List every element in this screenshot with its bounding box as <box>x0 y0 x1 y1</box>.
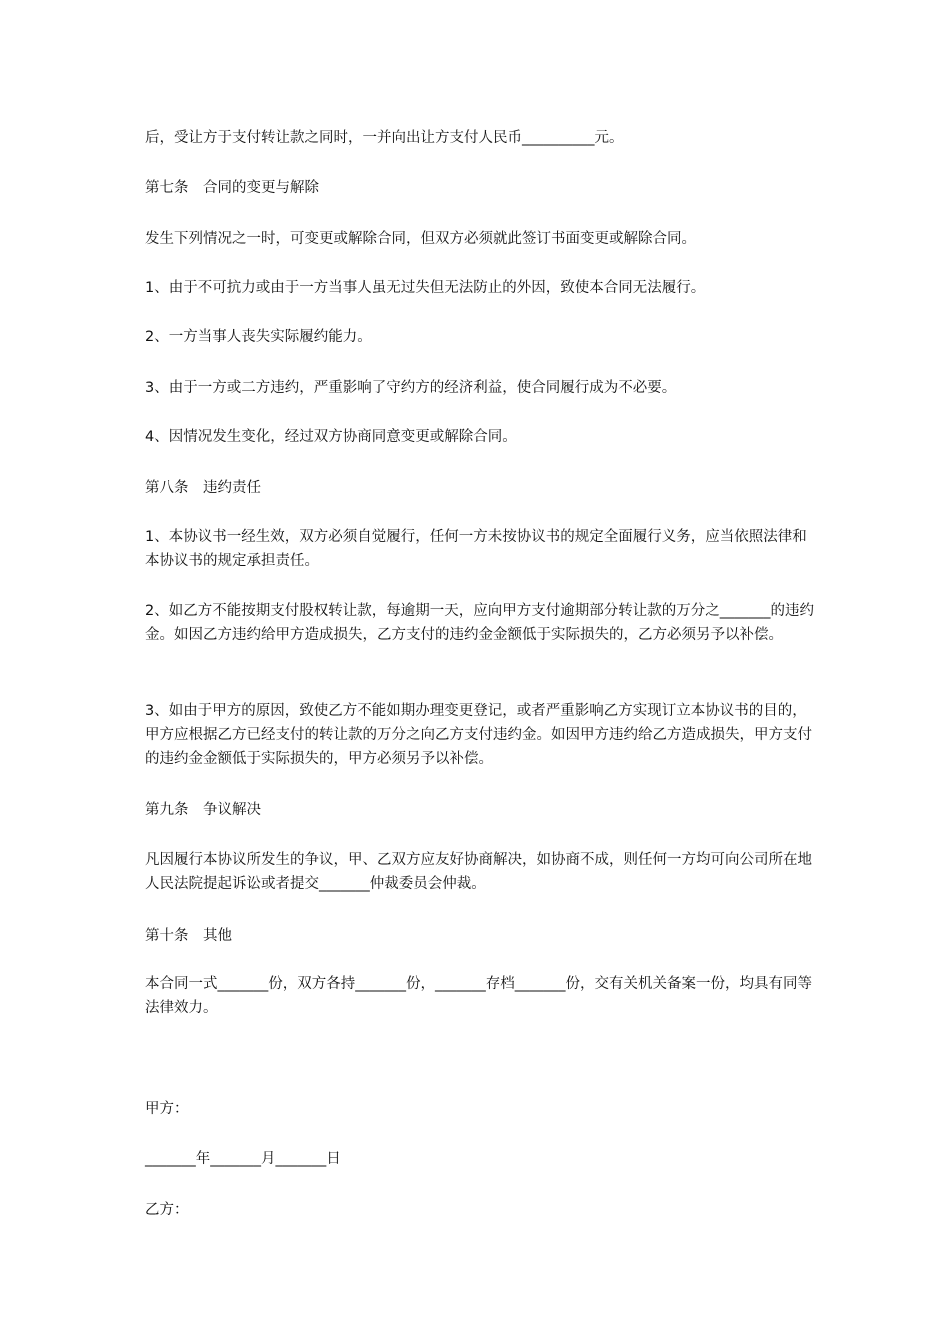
article-8-item-3: 3、如由于甲方的原因，致使乙方不能如期办理变更登记，或者严重影响乙方实现订立本协议书的目的，甲方应根据乙方已经支付的转让款的万分之向乙方支付违约金。如因甲方违约给乙方造成损失，甲方支付的违约金金额低于实际损失的，甲方必须另予以补偿。 <box>145 703 812 767</box>
article-9-heading: 第九条 争议解决 <box>145 802 261 818</box>
article-7-item-2: 2、一方当事人丧失实际履约能力。 <box>145 329 372 345</box>
article-7-item-4: 4、因情况发生变化，经过双方协商同意变更或解除合同。 <box>145 429 517 445</box>
article-10-heading: 第十条 其他 <box>145 928 232 944</box>
signature-date-line: _______年_______月_______日 <box>145 1151 341 1167</box>
article-9-body: 凡因履行本协议所发生的争议，甲、乙双方应友好协商解决，如协商不成，则任何一方均可向公司所在地人民法院提起诉讼或者提交_______仲裁委员会仲裁。 <box>145 852 812 892</box>
article-10-body: 本合同一式_______份，双方各持_______份，_______存档_______份，交有关机关备案一份，均具有同等法律效力。 <box>145 976 812 1016</box>
article-7-item-3: 3、由于一方或二方违约，严重影响了守约方的经济利益，使合同履行成为不必要。 <box>145 380 677 396</box>
article-7-heading: 第七条 合同的变更与解除 <box>145 180 319 196</box>
article-7-intro: 发生下列情况之一时，可变更或解除合同，但双方必须就此签订书面变更或解除合同。 <box>145 231 696 247</box>
party-b-signature-label: 乙方： <box>145 1202 189 1218</box>
article-8-item-2: 2、如乙方不能按期支付股权转让款，每逾期一天，应向甲方支付逾期部分转让款的万分之_______的违约金。如因乙方违约给甲方造成损失，乙方支付的违约金金额低于实际损失的，乙方必须另予以补偿。 <box>145 603 814 643</box>
article-7-item-1: 1、由于不可抗力或由于一方当事人虽无过失但无法防止的外因，致使本合同无法履行。 <box>145 280 706 296</box>
article-8-heading: 第八条 违约责任 <box>145 480 261 496</box>
party-a-signature-label: 甲方： <box>145 1101 189 1117</box>
transfer-payment-clause: 后，受让方于支付转让款之同时，一并向出让方支付人民币__________元。 <box>145 130 624 146</box>
article-8-item-1: 1、本协议书一经生效，双方必须自觉履行，任何一方未按协议书的规定全面履行义务，应当依照法律和本协议书的规定承担责任。 <box>145 529 807 569</box>
